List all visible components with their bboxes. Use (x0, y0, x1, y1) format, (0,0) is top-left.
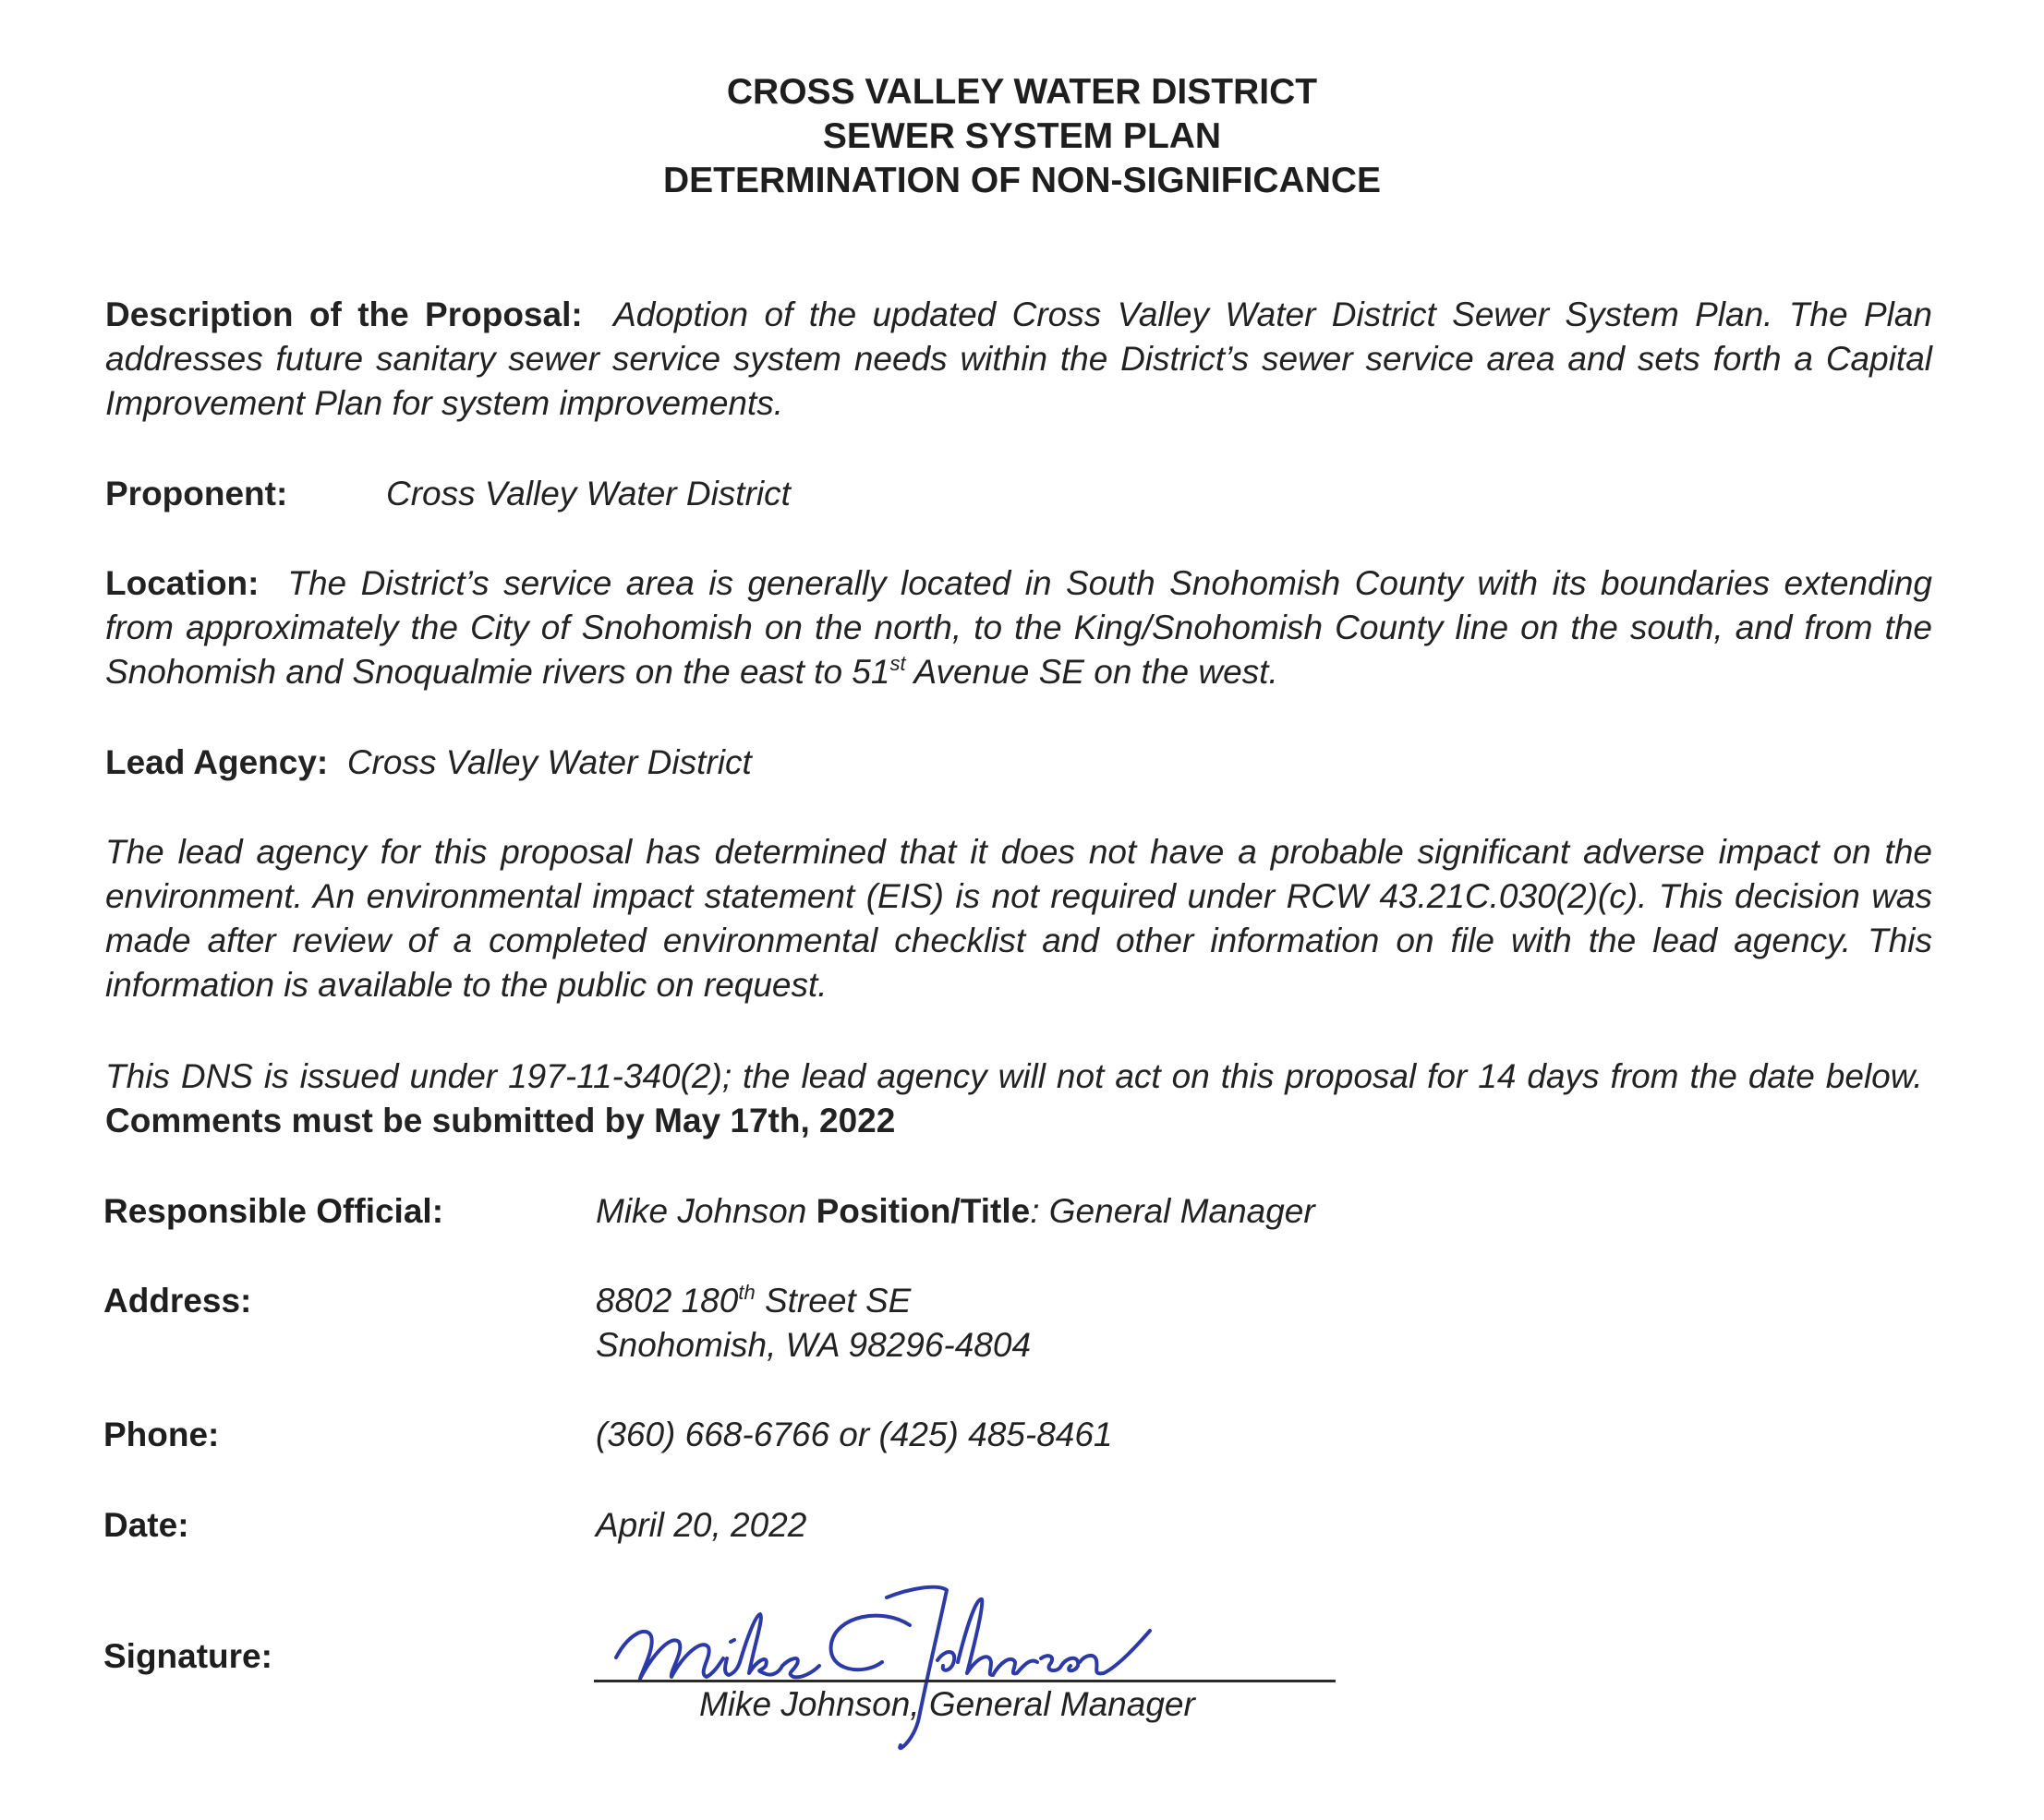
handwritten-signature (605, 1570, 1178, 1754)
location-label: Location: (105, 564, 260, 602)
description-paragraph (105, 293, 1932, 426)
proponent-row (105, 472, 1932, 516)
header-line-2: SEWER SYSTEM PLAN (822, 116, 1222, 156)
date-label: Date: (103, 1506, 189, 1544)
location-text-end: Avenue SE on the west. (905, 653, 1278, 691)
official-label: Responsible Official: (103, 1192, 444, 1230)
address-sup: th (738, 1281, 756, 1304)
date-value: April 20, 2022 (596, 1506, 807, 1544)
phone-value: (360) 668-6766 or (425) 485-8461 (596, 1416, 1113, 1453)
official-value (596, 1189, 1315, 1234)
address-line-1 (596, 1279, 911, 1323)
description-label: Description of the Proposal: (105, 295, 583, 333)
description-text: Adoption of the updated Cross Valley Water District Sewer System Plan. The Plan addresses future sanitary sewer service system needs within the District’s sewer service area and sets forth a Capital Improvement Plan for system improvements. (105, 295, 1933, 422)
position-label: Position/Title (816, 1192, 1031, 1230)
address-number: 8802 180 (596, 1282, 739, 1320)
header-line-1: CROSS VALLEY WATER DISTRICT (726, 72, 1318, 112)
location-sup: st (889, 652, 906, 675)
lead-agency-row (105, 741, 1932, 785)
location-paragraph (105, 561, 1932, 694)
dns-paragraph (105, 1055, 1932, 1143)
determination-paragraph: The lead agency for this proposal has determined that it does not have a probable significant adverse impact on the environment. An environmental impact statement (EIS) is not required under RCW 43.21C.030(2)(c). This decision was made after review of a completed environmental checklist and other information on file with the lead agency. This information is available to the public on request. (105, 833, 1932, 1004)
address-line-2: Snohomish, WA 98296-4804 (596, 1326, 1032, 1364)
location-text: The District’s service area is generally located in South Snohomish County with its boundaries extending from approximately the City of Snohomish on the north, to the King/Snohomish County line on the south, and from the Snohomish and Snoqualmie rivers on the east to 51 (105, 564, 1932, 691)
lead-agency-label: Lead Agency: (105, 743, 329, 781)
proponent-value: Cross Valley Water District (386, 475, 791, 512)
lead-agency-value: Cross Valley Water District (346, 743, 752, 781)
phone-label: Phone: (103, 1416, 220, 1453)
signature-caption: Mike Johnson, General Manager (699, 1685, 1195, 1723)
address-street: Street SE (755, 1282, 912, 1320)
address-label: Address: (103, 1282, 252, 1320)
position-value: : General Manager (1030, 1192, 1315, 1230)
official-name: Mike Johnson (596, 1192, 807, 1230)
signature-label: Signature: (103, 1637, 272, 1675)
header-line-3: DETERMINATION OF NON-SIGNIFICANCE (662, 161, 1382, 200)
comments-deadline: Comments must be submitted by May 17th, 2022 (105, 1102, 896, 1139)
dns-text: This DNS is issued under 197-11-340(2); the lead agency will not act on this proposal for 14 days from the date below. (105, 1057, 1923, 1095)
proponent-label: Proponent: (105, 475, 288, 512)
